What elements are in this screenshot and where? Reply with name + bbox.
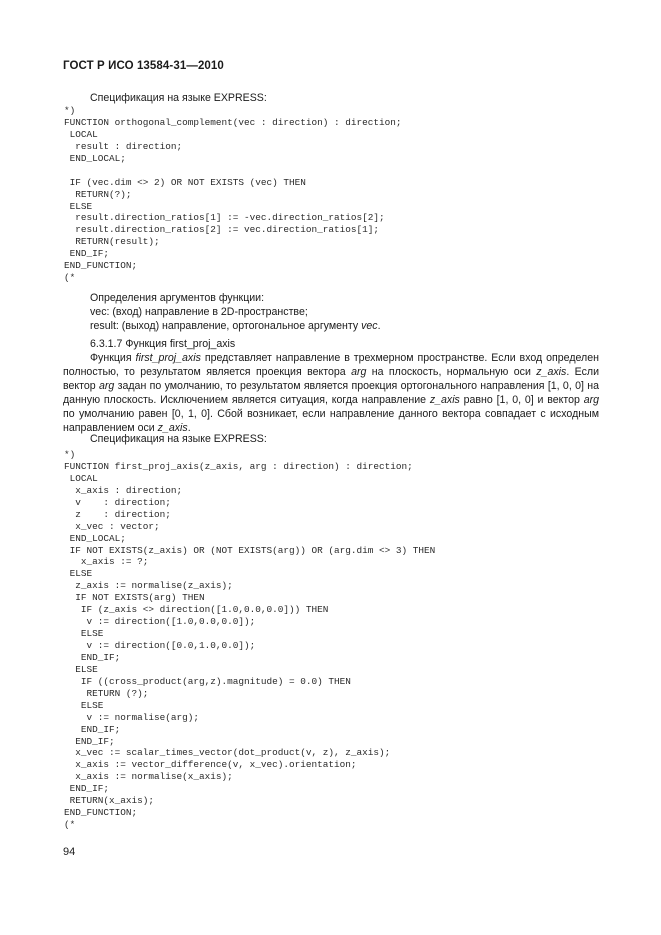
- paragraph-text: по умолчанию равен [0, 1, 0]. Сбой возникает, если направление данного вектора совпадает с исходным направлением оси: [63, 408, 599, 434]
- page-header: ГОСТ Р ИСО 13584-31—2010: [63, 60, 224, 72]
- code-line: END_LOCAL;: [64, 152, 126, 164]
- code-line: v := direction([0.0,1.0,0.0]);: [64, 640, 256, 651]
- code-line: IF NOT EXISTS(arg) THEN: [64, 592, 205, 604]
- italic-term: arg: [351, 366, 367, 378]
- code-line: END_IF;: [64, 248, 110, 260]
- code-line: END_IF;: [64, 651, 121, 663]
- code-line: *): [64, 105, 76, 116]
- code-line: IF ((cross_product(arg,z).magnitude) = 0.0) THEN: [64, 675, 351, 687]
- paragraph-content: [63, 352, 599, 434]
- section-heading: 6.3.1.7 Функция first_proj_axis: [90, 338, 236, 350]
- code-line: IF (vec.dim <> 2) OR NOT EXISTS (vec) THEN: [64, 176, 306, 188]
- code-line: ELSE: [64, 200, 93, 212]
- code-line: END_LOCAL;: [64, 532, 126, 544]
- paragraph-text: на плоскость, нормальную оси: [366, 366, 537, 378]
- args-title: Определения аргументов функции:: [90, 292, 265, 304]
- code-line: x_axis := vector_difference(v, x_vec).orientation;: [64, 759, 357, 771]
- code-line: (*: [64, 272, 76, 284]
- code-block-first-proj-axis: [64, 449, 435, 831]
- paragraph-text: . Если вектор: [63, 366, 599, 392]
- code-line: RETURN (?);: [64, 687, 149, 699]
- code-line: x_axis := ?;: [64, 556, 149, 568]
- code-line: FUNCTION orthogonal_complement(vec : direction) : direction;: [64, 116, 402, 128]
- italic-term: arg: [99, 380, 115, 392]
- paragraph-text: равно [1, 0, 0] и вектор: [459, 394, 584, 406]
- code-line: z_axis := normalise(z_axis);: [64, 580, 233, 592]
- code-line: ELSE: [64, 663, 98, 675]
- italic-term: z_axis: [157, 422, 188, 434]
- code-line: END_IF;: [64, 735, 115, 747]
- code-line: LOCAL: [64, 128, 98, 140]
- code-line: LOCAL: [64, 472, 98, 484]
- paragraph-text: задан по умолчанию, то результатом является проекция ортогонального направления [1, 0, 0] на данную плоскость. Исключением является ситуация, когда направление: [63, 380, 599, 406]
- code-line: (*: [64, 819, 76, 831]
- code-line: z : direction;: [64, 508, 171, 520]
- code-line: RETURN(x_axis);: [64, 795, 155, 807]
- code-line: x_vec : vector;: [64, 520, 160, 532]
- code-line: result.direction_ratios[2] := vec.direction_ratios[1];: [64, 224, 380, 236]
- italic-term: arg: [583, 394, 599, 406]
- paragraph-text: Функция: [90, 352, 136, 364]
- code-line: END_FUNCTION;: [64, 260, 138, 272]
- function-description-paragraph: [63, 351, 599, 435]
- code-line: RETURN(?);: [64, 188, 132, 200]
- code-line: v := direction([1.0,0.0,0.0]);: [64, 616, 256, 628]
- code-line: v : direction;: [64, 496, 171, 508]
- paragraph-text: .: [187, 422, 191, 434]
- code-line: x_axis : direction;: [64, 484, 183, 496]
- code-line: result.direction_ratios[1] := -vec.direction_ratios[2];: [64, 212, 385, 224]
- code-line: x_axis := normalise(x_axis);: [64, 771, 233, 783]
- page-number: 94: [63, 846, 76, 858]
- italic-term: z_axis: [536, 366, 567, 378]
- code-block-orthogonal-complement: [64, 105, 402, 284]
- arg-result-suffix: .: [377, 320, 381, 332]
- code-line: v := normalise(arg);: [64, 711, 200, 723]
- code-line: IF NOT EXISTS(z_axis) OR (NOT EXISTS(arg)) OR (arg.dim <> 3) THEN: [64, 544, 436, 556]
- code-line: *): [64, 449, 76, 460]
- code-line: ELSE: [64, 568, 93, 580]
- italic-term: first_proj_axis: [135, 352, 201, 364]
- spec-label-1: Спецификация на языке EXPRESS:: [90, 92, 267, 104]
- arg-result-definition: [90, 320, 381, 333]
- spec-label-2: Спецификация на языке EXPRESS:: [90, 433, 267, 445]
- arg-result-text: result: (выход) направление, ортогональное аргументу: [90, 320, 362, 332]
- code-line: ELSE: [64, 628, 104, 640]
- arg-result-italic: vec: [361, 320, 378, 332]
- code-line: END_IF;: [64, 723, 121, 735]
- paragraph-text: представляет направление в трехмерном пространстве. Если вход определен полностью, то результатом является проекция вектора: [63, 352, 599, 378]
- code-line: END_IF;: [64, 783, 110, 795]
- code-line: x_vec := scalar_times_vector(dot_product(v, z), z_axis);: [64, 747, 391, 759]
- code-line: END_FUNCTION;: [64, 807, 138, 819]
- italic-term: z_axis: [429, 394, 460, 406]
- code-line: result : direction;: [64, 140, 183, 152]
- code-line: IF (z_axis <> direction([1.0,0.0,0.0])) THEN: [64, 604, 329, 616]
- code-line: [64, 165, 402, 177]
- code-line: ELSE: [64, 699, 104, 711]
- arg-vec-definition: vec: (вход) направление в 2D-пространстве;: [90, 306, 308, 318]
- code-line: FUNCTION first_proj_axis(z_axis, arg : direction) : direction;: [64, 460, 413, 472]
- code-line: RETURN(result);: [64, 236, 160, 248]
